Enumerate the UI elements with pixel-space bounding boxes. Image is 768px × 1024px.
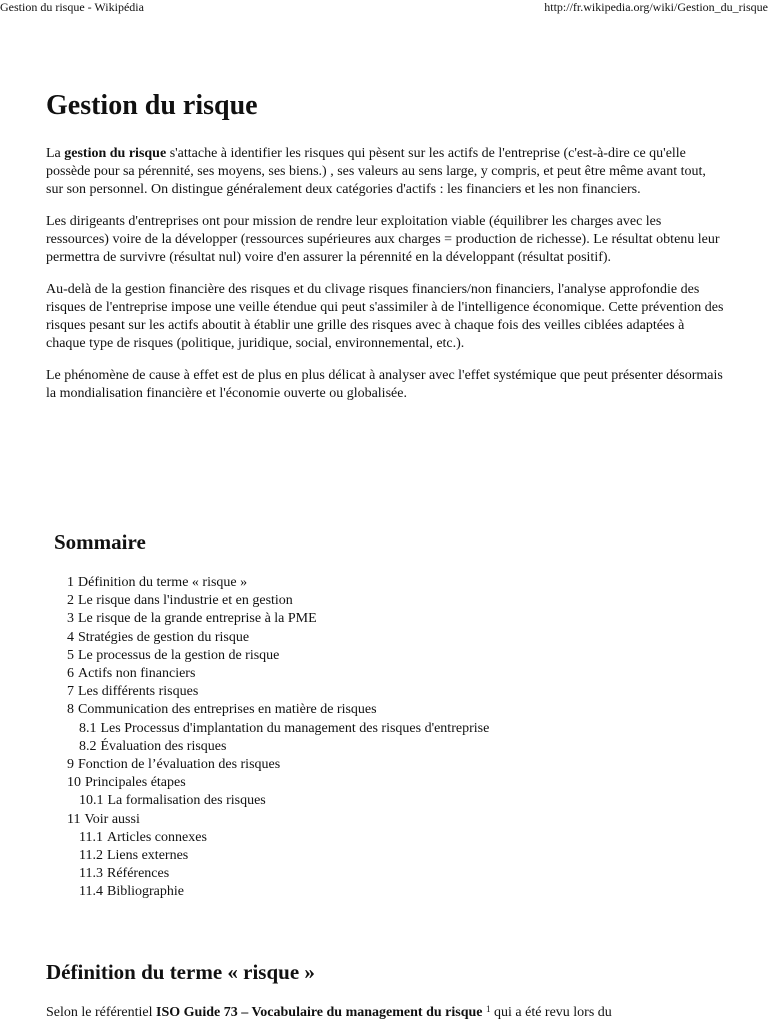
p1-bold-term: gestion du risque bbox=[64, 146, 167, 161]
toc-item-2[interactable] bbox=[67, 592, 489, 610]
toc-number: 3 bbox=[67, 611, 74, 627]
definition-text-post: qui a été revu lors du bbox=[490, 1005, 612, 1020]
toc-number: 11 bbox=[67, 811, 81, 827]
toc-number: 10.1 bbox=[79, 793, 104, 809]
toc-item-1[interactable] bbox=[67, 574, 489, 592]
toc-item-8[interactable] bbox=[67, 701, 489, 719]
toc-label: Le risque dans l'industrie et en gestion bbox=[78, 593, 293, 609]
p1-post: s'attache à identifier les risques qui pèsent sur les actifs de l'entreprise (c'est-à-dire ce qu'elle possède pour sa pérennité, ses moyens, ses biens.) , ses valeurs au sens large, y compris, et peut être même avant tout, sur son personnel. On distingue généralement deux catégories d'actifs : les financiers et les non financiers. bbox=[46, 146, 706, 197]
toc-item-8-1[interactable] bbox=[67, 720, 489, 738]
toc-number: 11.3 bbox=[79, 866, 103, 882]
toc-title: Sommaire bbox=[54, 530, 146, 554]
toc-number: 9 bbox=[67, 757, 74, 773]
toc-item-11-2[interactable] bbox=[67, 847, 489, 865]
toc-number: 11.4 bbox=[79, 884, 103, 900]
intro-paragraph-1 bbox=[46, 145, 726, 199]
toc-number: 1 bbox=[67, 575, 74, 590]
toc-number: 4 bbox=[67, 629, 74, 645]
toc-label: Bibliographie bbox=[106, 884, 184, 900]
definition-text-pre: Selon le référentiel bbox=[46, 1005, 157, 1020]
toc-label: Évaluation des risques bbox=[100, 738, 227, 754]
toc-label: Les Processus d'implantation du management des risques d'entreprise bbox=[100, 720, 490, 736]
toc-label: Stratégies de gestion du risque bbox=[78, 629, 250, 645]
intro-paragraph-2: Les dirigeants d'entreprises ont pour mission de rendre leur exploitation viable (équilibrer les charges avec les ressources) voire de la développer (ressources supérieures aux charges = production de richesse). Le résultat obtenu leur permettra de survivre (résultat nul) voire d'en assurer la pérennité en la développant (résultat positif). bbox=[46, 214, 720, 265]
print-header bbox=[0, 0, 768, 16]
toc-item-8-2[interactable] bbox=[67, 738, 489, 756]
toc-label: Références bbox=[106, 866, 170, 882]
toc-item-11-1[interactable] bbox=[67, 829, 489, 847]
toc-item-11-3[interactable] bbox=[67, 865, 489, 883]
footnote-ref-1[interactable]: 1 bbox=[486, 1004, 491, 1014]
toc-label: Définition du terme « risque » bbox=[78, 575, 248, 590]
toc-number: 8 bbox=[67, 702, 74, 718]
toc-item-10-1[interactable] bbox=[67, 792, 489, 810]
toc-label: Actifs non financiers bbox=[78, 666, 196, 682]
section-title-definition: Définition du terme « risque » bbox=[46, 960, 315, 984]
toc-label: Le risque de la grande entreprise à la PME bbox=[78, 611, 317, 627]
toc-item-6[interactable] bbox=[67, 665, 489, 683]
iso-guide-reference: ISO Guide 73 – Vocabulaire du management du risque bbox=[156, 1005, 483, 1020]
toc-number: 10 bbox=[67, 775, 81, 791]
section-definition-text bbox=[46, 1004, 612, 1022]
toc-number: 7 bbox=[67, 684, 74, 700]
toc-label: Liens externes bbox=[106, 848, 189, 864]
header-url[interactable]: http://fr.wikipedia.org/wiki/Gestion_du_risque bbox=[544, 0, 768, 14]
toc-item-11-4[interactable] bbox=[67, 883, 489, 901]
intro-paragraph-3: Au-delà de la gestion financière des risques et du clivage risques financiers/non financiers, l'analyse approfondie des risques de l'entreprise impose une veille étendue qui peut s'assimiler à de l'intelligence économique. Cette prévention des risques pesant sur les actifs aboutit à établir une grille des risques avec à chaque fois des veilles ciblées adaptées à chaque type de risques (politique, juridique, social, environnemental, etc.). bbox=[46, 282, 724, 351]
toc-item-4[interactable] bbox=[67, 629, 489, 647]
table-of-contents bbox=[67, 574, 489, 902]
toc-item-7[interactable] bbox=[67, 683, 489, 701]
toc-label: Principales étapes bbox=[85, 775, 186, 791]
header-page-title: Gestion du risque - Wikipédia bbox=[0, 0, 144, 14]
toc-number: 2 bbox=[67, 593, 74, 609]
toc-label: Articles connexes bbox=[106, 829, 207, 845]
toc-number: 6 bbox=[67, 666, 74, 682]
toc-label: Fonction de l’évaluation des risques bbox=[78, 757, 281, 773]
toc-label: Voir aussi bbox=[84, 811, 140, 827]
toc-item-10[interactable] bbox=[67, 774, 489, 792]
toc-number: 11.2 bbox=[79, 848, 103, 864]
toc-item-11[interactable] bbox=[67, 811, 489, 829]
toc-label: Communication des entreprises en matière de risques bbox=[78, 702, 377, 718]
toc-item-5[interactable] bbox=[67, 647, 489, 665]
toc-number: 8.1 bbox=[79, 720, 97, 736]
toc-label: Le processus de la gestion de risque bbox=[78, 647, 280, 663]
toc-number: 8.2 bbox=[79, 738, 97, 754]
toc-label: Les différents risques bbox=[78, 684, 199, 700]
toc-number: 5 bbox=[67, 647, 74, 663]
toc-label: La formalisation des risques bbox=[107, 793, 266, 809]
toc-item-3[interactable] bbox=[67, 610, 489, 628]
page-title: Gestion du risque bbox=[46, 90, 258, 121]
toc-item-9[interactable] bbox=[67, 756, 489, 774]
toc-number: 11.1 bbox=[79, 829, 103, 845]
p1-pre: La bbox=[46, 146, 65, 161]
intro-paragraph-4: Le phénomène de cause à effet est de plus en plus délicat à analyser avec l'effet systémique que peut présenter désormais la mondialisation financière et l'économie ouverte ou globalisée. bbox=[46, 368, 723, 401]
article-intro bbox=[46, 145, 726, 417]
